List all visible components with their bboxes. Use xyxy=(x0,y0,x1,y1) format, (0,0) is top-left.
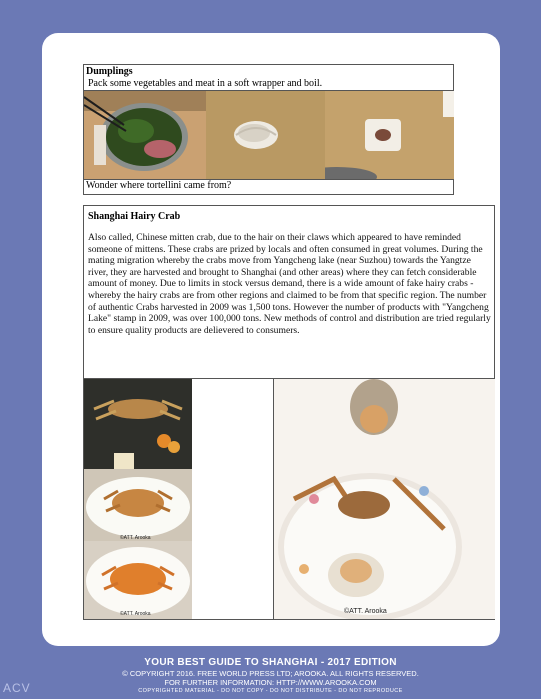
hairy-crab-title: Shanghai Hairy Crab xyxy=(88,211,181,222)
corner-mark: ACV xyxy=(3,681,31,695)
hairy-crab-body: Also called, Chinese mitten crab, due to the hair on their claws which appeared to have reminded someone of mittens. These crabs are prized by locals and often consumed in great volumes. During the mating migration whereby the crabs move from Yangcheng lake (near Suzhou) towards the Yangtze river, they are harvested and brought to Shanghai (and other areas) where they can fetch considerable amount of money. Due to limits in stock versus demand, there is a wide amount of fake hairy crabs - whereby the hairy crabs are from other regions and claimed to be from that specific region. The number of authentic Crabs harvested in 2009 was 1,500 tons. However the number of products with "Yangcheng Lake" stamp in 2009, was over 100,000 tons. New methods of control and distribution are tried regularly to ensure quality products are delievered to consumers. xyxy=(88,232,491,336)
photo-credit: ©ATT. Arooka xyxy=(344,608,387,615)
dumpling-filling-photo xyxy=(84,91,206,179)
dumplings-description: Pack some vegetables and meat in a soft wrapper and boil. xyxy=(88,78,323,89)
dumpling-wrapped-photo xyxy=(206,91,325,179)
dumplings-title: Dumplings xyxy=(86,66,133,77)
photo-credit: ©ATT. Arooka xyxy=(120,535,151,541)
dumplings-caption: Wonder where tortellini came from? xyxy=(86,180,232,191)
page-sheet xyxy=(42,33,500,646)
photo-credit: ©ATT. Arooka xyxy=(120,611,151,617)
crab-dinner-photo xyxy=(84,379,192,619)
hairy-crab-section xyxy=(83,205,495,620)
footer-copyright: © COPYRIGHT 2016. FREE WORLD PRESS LTD; AROOKA. ALL RIGHTS RESERVED. xyxy=(122,669,419,678)
footer-notice: COPYRIGHTED MATERIAL - DO NOT COPY - DO NOT DISTRIBUTE - DO NOT REPRODUCE xyxy=(138,688,403,694)
footer-info: FOR FURTHER INFORMATION: HTTP://WWW.AROOKA.COM xyxy=(164,678,377,687)
footer-title: YOUR BEST GUIDE TO SHANGHAI - 2017 EDITION xyxy=(144,657,397,668)
crab-eaten-photo xyxy=(274,379,495,619)
dumpling-wrapper-photo xyxy=(325,91,454,179)
dumplings-section xyxy=(83,64,454,195)
